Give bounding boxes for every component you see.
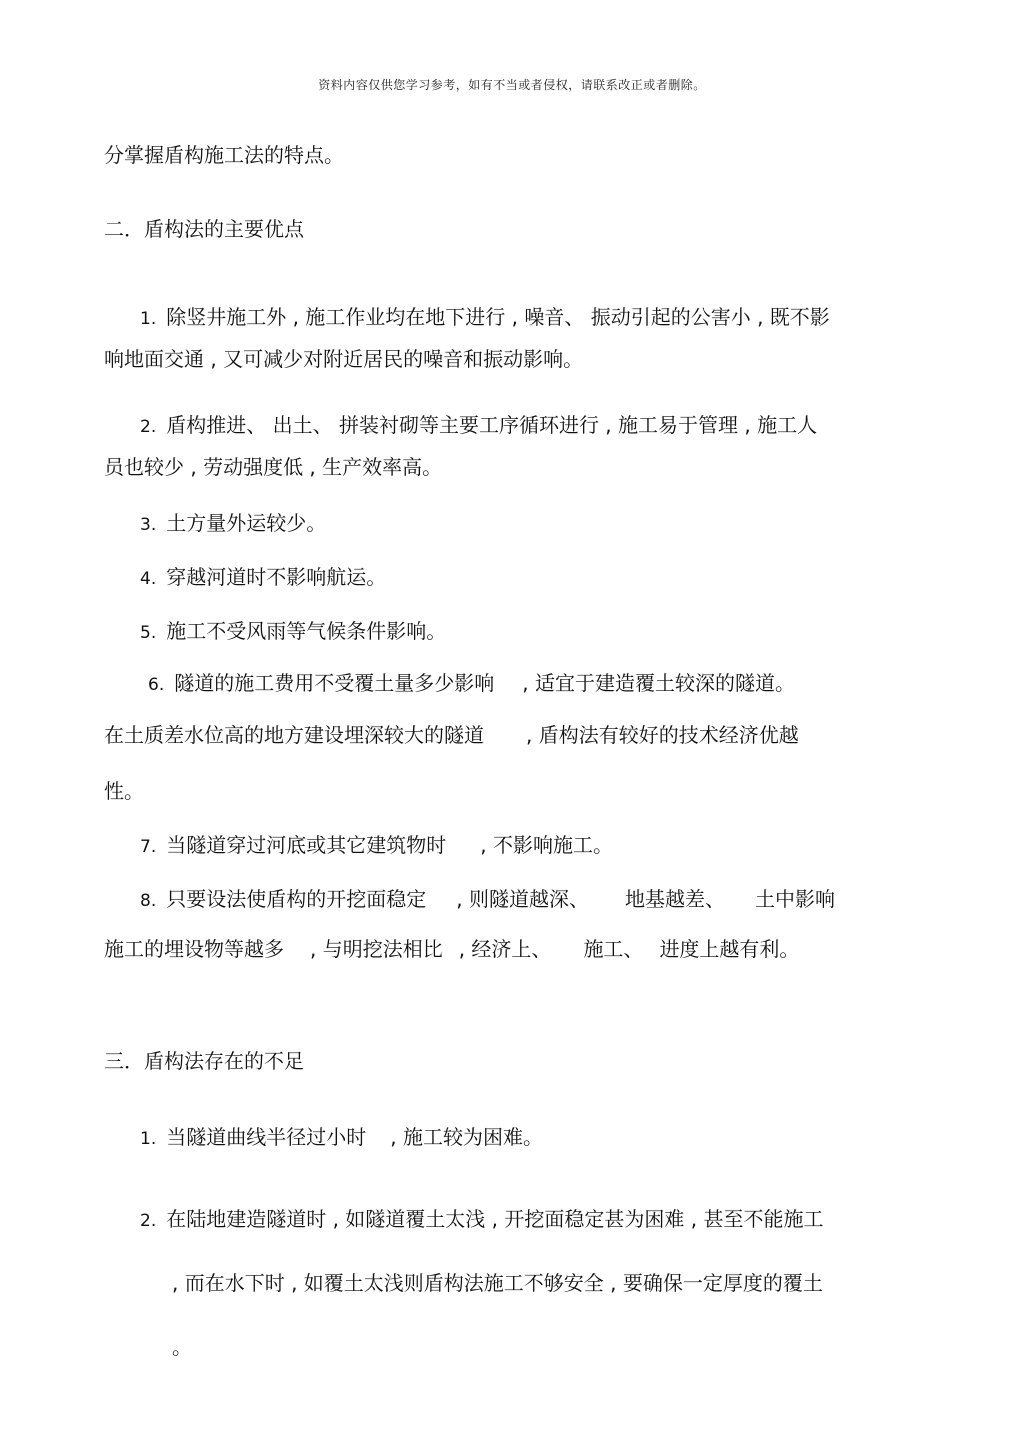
item-text-c: 地基越差、 <box>624 887 725 911</box>
item-text-b: , 适宜于建造覆土较深的隧道。 <box>522 671 795 695</box>
item-text: 盾构推进、 出土、 拼装衬砌等主要工序循环进行 , 施工易于管理 , 施工人 <box>166 413 818 437</box>
item-text-a: 在土质差水位高的地方建设埋深较大的隧道 <box>104 723 484 747</box>
advantage-5 <box>140 618 446 646</box>
advantage-6-line-3: 性。 <box>104 779 144 803</box>
advantage-2-line-1 <box>140 412 817 440</box>
item-text-a: 当隧道曲线半径过小时 <box>166 1125 367 1149</box>
item-text-a: 隧道的施工费用不受覆土量多少影响 <box>174 671 495 695</box>
advantage-8-line-1 <box>140 886 835 914</box>
advantage-1-line-2: 响地面交通 , 又可减少对附近居民的噪音和振动影响。 <box>104 347 584 371</box>
item-text: 穿越河道时不影响航运。 <box>166 565 387 589</box>
item-text-b: , 施工较为困难。 <box>390 1125 543 1149</box>
item-text-b: , 盾构法有较好的技术经济优越 <box>526 723 799 747</box>
item-number: 7. <box>140 837 157 857</box>
section-3-heading: 三．盾构法存在的不足 <box>104 1049 304 1073</box>
item-number: 8. <box>140 891 157 911</box>
drawback-1 <box>140 1124 543 1152</box>
item-text-d: 施工、 <box>583 937 644 961</box>
advantage-7 <box>140 832 613 860</box>
item-text: 在陆地建造隧道时 , 如隧道覆土太浅 , 开挖面稳定甚为困难 , 甚至不能施工 <box>166 1207 824 1231</box>
item-number: 6. <box>148 675 165 695</box>
item-number: 4. <box>140 569 157 589</box>
item-text-a: 当隧道穿过河底或其它建筑物时 <box>166 833 447 857</box>
item-text-b: , 则隧道越深、 <box>456 887 589 911</box>
advantage-2-line-2: 员也较少 , 劳动强度低 , 生产效率高。 <box>104 455 443 479</box>
advantage-4 <box>140 564 386 592</box>
item-text-a: 只要设法使盾构的开挖面稳定 <box>166 887 427 911</box>
item-number: 1. <box>140 1129 157 1149</box>
item-text: 施工不受风雨等气候条件影响。 <box>166 619 447 643</box>
item-number: 2. <box>140 1211 157 1231</box>
item-number: 3. <box>140 515 157 535</box>
item-text: 除竖井施工外 , 施工作业均在地下进行 , 噪音、 振动引起的公害小 , 既不影 <box>166 305 830 329</box>
advantage-6-line-1 <box>148 670 795 698</box>
drawback-2-line-1 <box>140 1206 823 1234</box>
drawback-2-line-3: 。 <box>172 1335 192 1359</box>
item-text-e: 进度上越有利。 <box>659 937 800 961</box>
drawback-2-line-2: , 而在水下时 , 如覆土太浅则盾构法施工不够安全 , 要确保一定厚度的覆土 <box>172 1271 823 1295</box>
advantage-6-line-2 <box>104 722 799 748</box>
item-text-a: 施工的埋设物等越多 <box>104 937 284 961</box>
advantage-8-line-2 <box>104 936 799 962</box>
header-disclaimer: 资料内容仅供您学习参考，如有不当或者侵权，请联系改正或者删除。 <box>318 78 706 92</box>
item-text-d: 土中影响 <box>754 887 835 911</box>
intro-tail-text: 分掌握盾构施工法的特点。 <box>104 143 344 167</box>
item-text: 土方量外运较少。 <box>166 511 327 535</box>
item-text-c: , 经济上、 <box>458 937 552 961</box>
item-number: 5. <box>140 623 157 643</box>
item-number: 2. <box>140 417 157 437</box>
advantage-3 <box>140 510 326 538</box>
advantage-1-line-1 <box>140 304 830 332</box>
item-number: 1. <box>140 309 157 329</box>
section-2-heading: 二．盾构法的主要优点 <box>104 217 304 241</box>
item-text-b: , 不影响施工。 <box>480 833 613 857</box>
item-text-b: , 与明挖法相比 <box>310 937 443 961</box>
